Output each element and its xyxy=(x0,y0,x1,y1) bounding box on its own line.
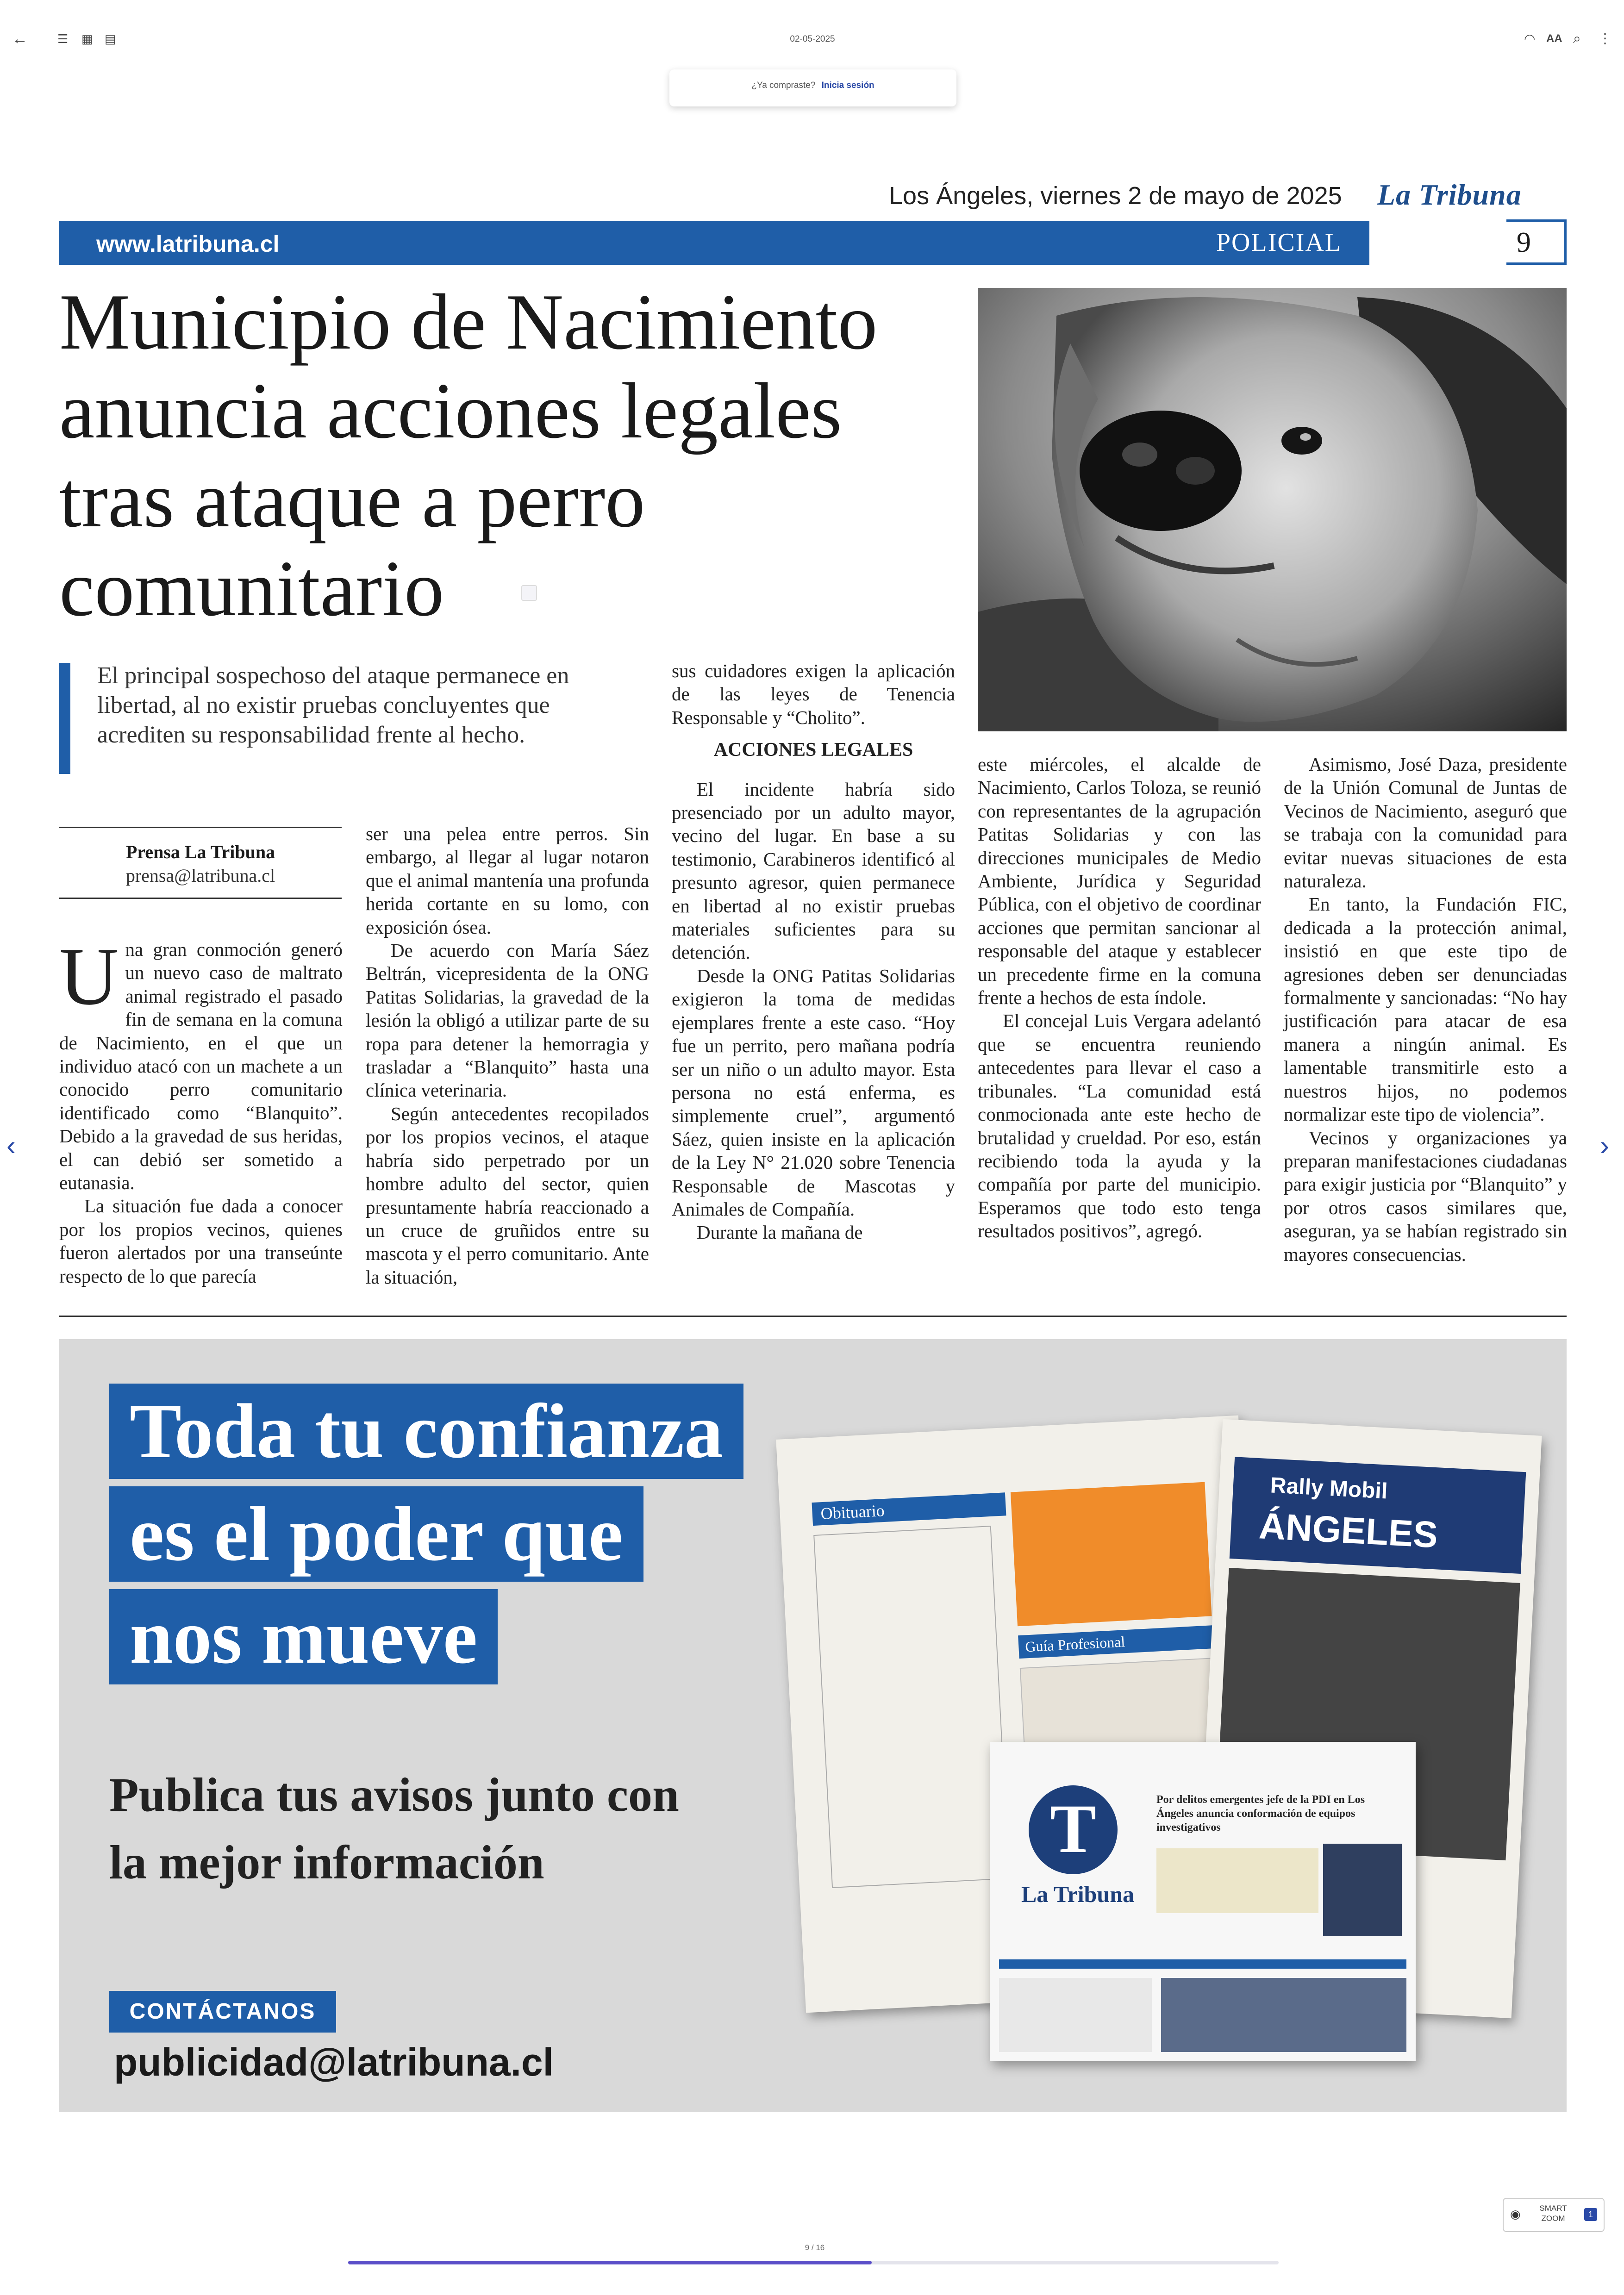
next-page-arrow-icon[interactable]: › xyxy=(1600,1130,1609,1161)
page-counter: 9 / 16 xyxy=(805,2243,825,2252)
subhead: ACCIONES LEGALES xyxy=(713,739,913,761)
paragraph: En tanto, la Fundación FIC, dedicada a la protección animal, insistió en que este tipo de agresiones deben ser denunciadas formalmente y sancionadas: “No hay justificación para atacar de esa manera a ningún animal. Es lamentable transmitirle esto a nuestros hijos, no podemos normalizar este tipo de violencia”. xyxy=(1284,893,1567,1125)
ad-subtitle-line-1: Publica tus avisos junto con xyxy=(109,1768,679,1821)
font-size-icon[interactable]: AA xyxy=(1546,32,1562,45)
website-url: www.latribuna.cl xyxy=(96,231,280,257)
paragraph: Asimismo, José Daza, presidente de la Unión Comunal de Juntas de Vecinos de Nacimiento, aseguró que se trabaja con la comunidad para evitar nuevas situaciones de esta naturaleza. xyxy=(1284,754,1567,892)
login-prompt: ¿Ya compraste? xyxy=(751,81,816,90)
issue-date: 02-05-2025 xyxy=(790,34,835,44)
ad-email[interactable]: publicidad@latribuna.cl xyxy=(114,2040,554,2084)
rally-banner-city: ÁNGELES xyxy=(1258,1505,1439,1556)
grid-icon[interactable]: ▦ xyxy=(81,32,93,46)
paragraph: El incidente habría sido presenciado por un adulto mayor, vecino del lugar. En base a su testimonio, Carabineros identificó al presunto agresor, quien permanece en libertad al no existir pruebas materiales suficientes para su detención. xyxy=(672,778,955,963)
byline xyxy=(59,827,342,899)
front-page-photo xyxy=(1323,1844,1402,1936)
rally-banner-text: Rally Mobil xyxy=(1269,1473,1388,1504)
article-column-2 xyxy=(366,822,649,1289)
paragraph: El concejal Luis Vergara adelantó que se encuentra reuniendo antecedentes para llevar el caso a tribunales. “La comunidad está conmocionada ante este hecho de brutalidad y crueldad. Por eso, están recibiendo toda la ayuda y la compañía por parte del municipio. Esperamos que todo esto tenga resultados positivos”, agregó. xyxy=(978,1010,1261,1242)
ad-headline-line-3: nos mueve xyxy=(109,1589,498,1684)
dateline: Los Ángeles, viernes 2 de mayo de 2025 xyxy=(889,182,1342,210)
ad-subtitle-line-2: la mejor información xyxy=(109,1836,544,1889)
paragraph: Desde la ONG Patitas Solidarias exigieron la toma de medidas ejemplares frente a este caso. “Hoy fue un perrito, pero mañana podría ser un niño o un adulto mayor. Esta persona no está enferma, es simplemente cruel”, argumentó Sáez, quien insiste en la aplicación de la Ley N° 21.020 sobre Tenencia Responsable de Mascotas y Animales de Compañía. xyxy=(672,965,955,1220)
paragraph: De acuerdo con María Sáez Beltrán, vicepresidenta de la ONG Patitas Solidarias, la gravedad de la lesión la obligó a utilizar parte de su ropa para detener la hemorragia y trasladar a “Blanquito” hasta una clínica veterinaria. xyxy=(366,940,649,1101)
paragraph: Durante la mañana de xyxy=(697,1222,863,1243)
headphones-icon[interactable]: ◠ xyxy=(1524,31,1536,46)
paragraph: Una gran conmoción generó un nuevo caso de maltrato animal registrado el pasado fin de semana en la comuna de Nacimiento, en el que un individuo atacó con un machete a un conocido perro comunitario identificado como “Blanquito”. Debido a la gravedad de sus heridas, el can debió ser sometido a eutanasia. xyxy=(59,930,343,1194)
author-email: prensa@latribuna.cl xyxy=(125,865,275,886)
front-page-logo: La Tribuna xyxy=(1021,1881,1135,1907)
ad-block-orange xyxy=(1011,1482,1212,1627)
login-banner xyxy=(669,69,956,106)
article-column-3 xyxy=(672,659,955,1244)
page-progress-fill xyxy=(348,2261,872,2264)
guide-header: Guía Profesional xyxy=(1018,1625,1220,1659)
paragraph: La situación fue dada a conocer por los propios vecinos, quienes fueron alertados por una transeúnte respecto de lo que parecía xyxy=(59,1195,343,1287)
search-icon[interactable]: ⌕ xyxy=(1573,31,1581,46)
article-lede xyxy=(59,661,638,750)
newspaper-front xyxy=(990,1742,1416,2061)
contact-button[interactable]: CONTÁCTANOS xyxy=(109,1991,336,2033)
author-name: Prensa La Tribuna xyxy=(125,842,275,862)
article-column-5 xyxy=(1284,753,1567,1266)
dog-photo xyxy=(978,288,1567,731)
smart-zoom-label-line-1: SMART xyxy=(1539,2204,1567,2213)
smart-zoom-label-line-2: ZOOM xyxy=(1541,2214,1565,2223)
obituary-box xyxy=(813,1526,1009,1888)
article-divider xyxy=(59,1316,1567,1317)
rally-banner xyxy=(1230,1457,1526,1574)
more-vertical-icon[interactable]: ⋮ xyxy=(1598,31,1612,46)
newspaper-logo: La Tribuna xyxy=(1377,178,1522,211)
ad-subtitle xyxy=(109,1761,679,1896)
drop-cap: U xyxy=(59,930,119,1022)
section-title: POLICIAL xyxy=(1216,228,1342,257)
paragraph: Según antecedentes recopilados por los propios vecinos, el ataque habría sido perpetrado por un hombre adulto del sector, quien presuntamente habría reaccionado a un cruce de gruñidos entre su mascota y el perro comunitario. Ante la situación, xyxy=(366,1103,649,1288)
smart-zoom-label xyxy=(1536,2203,1570,2224)
lede-accent-bar xyxy=(59,663,70,774)
arrow-left-icon[interactable]: ← xyxy=(12,30,28,48)
article-column-4 xyxy=(978,753,1261,1243)
article-headline: Municipio de Nacimiento anuncia acciones legales tras ataque a perro comunitario xyxy=(59,278,878,633)
page-number: 9 xyxy=(1517,227,1531,258)
svg-text:T: T xyxy=(1049,1790,1097,1867)
advertisement[interactable] xyxy=(59,1339,1567,2112)
login-link[interactable]: Inicia sesión xyxy=(821,81,874,90)
ad-headline-line-2: es el poder que xyxy=(109,1486,643,1582)
paragraph: este miércoles, el alcalde de Nacimiento, Carlos Toloza, se reunió con representantes de la agrupación Patitas Solidarias y con las direcciones municipales de Medio Ambiente, Jurídica y Seguridad Pública, con el objetivo de coordinar acciones que permitan sancionar al responsable del ataque y establecer un precedente firme en la comuna frente a hechos de esta índole. xyxy=(978,754,1261,1009)
quote-box xyxy=(1156,1848,1318,1913)
previous-page-arrow-icon[interactable]: ‹ xyxy=(6,1130,16,1161)
page-icon[interactable]: ▤ xyxy=(105,32,116,46)
front-page-column xyxy=(999,1978,1152,2052)
eye-icon: ◉ xyxy=(1510,2207,1521,2221)
smart-zoom-badge: 1 xyxy=(1584,2208,1597,2221)
obituary-header: Obituario xyxy=(812,1492,1006,1526)
bookmark-icon[interactable] xyxy=(521,585,537,601)
front-page-photo-2 xyxy=(1161,1978,1406,2052)
page-progress-bar[interactable] xyxy=(348,2261,1279,2264)
page-number-box xyxy=(1506,219,1567,265)
lede-text: El principal sospechoso del ataque permanece en libertad, al no existir pruebas concluyentes que acrediten su responsabilidad frente al hecho. xyxy=(97,662,569,748)
front-page-strip xyxy=(999,1959,1406,1969)
smart-zoom-toggle[interactable] xyxy=(1503,2198,1605,2232)
paragraph: ser una pelea entre perros. Sin embargo, al llegar al lugar notaron que el animal mantenía una profunda herida cortante en su lomo, con exposición ósea. xyxy=(366,823,649,938)
tribuna-t-logo-icon xyxy=(1027,1784,1119,1876)
front-page-headline: Por delitos emergentes jefe de la PDI en Los Ángeles anuncia conformación de equipos investigativos xyxy=(1156,1794,1365,1834)
paragraph: Vecinos y organizaciones ya preparan manifestaciones ciudadanas para exigir justicia por “Blanquito” y por otros casos similares que, aseguran, ya se habían registrado sin mayores consecuencias. xyxy=(1284,1127,1567,1265)
article-column-1 xyxy=(59,930,343,1288)
paragraph: sus cuidadores exigen la aplicación de las leyes de Tenencia Responsable y “Cholito”. xyxy=(672,660,955,728)
section-bar xyxy=(59,221,1369,265)
ad-headline-line-1: Toda tu confianza xyxy=(109,1384,743,1479)
list-icon[interactable]: ☰ xyxy=(57,32,69,46)
